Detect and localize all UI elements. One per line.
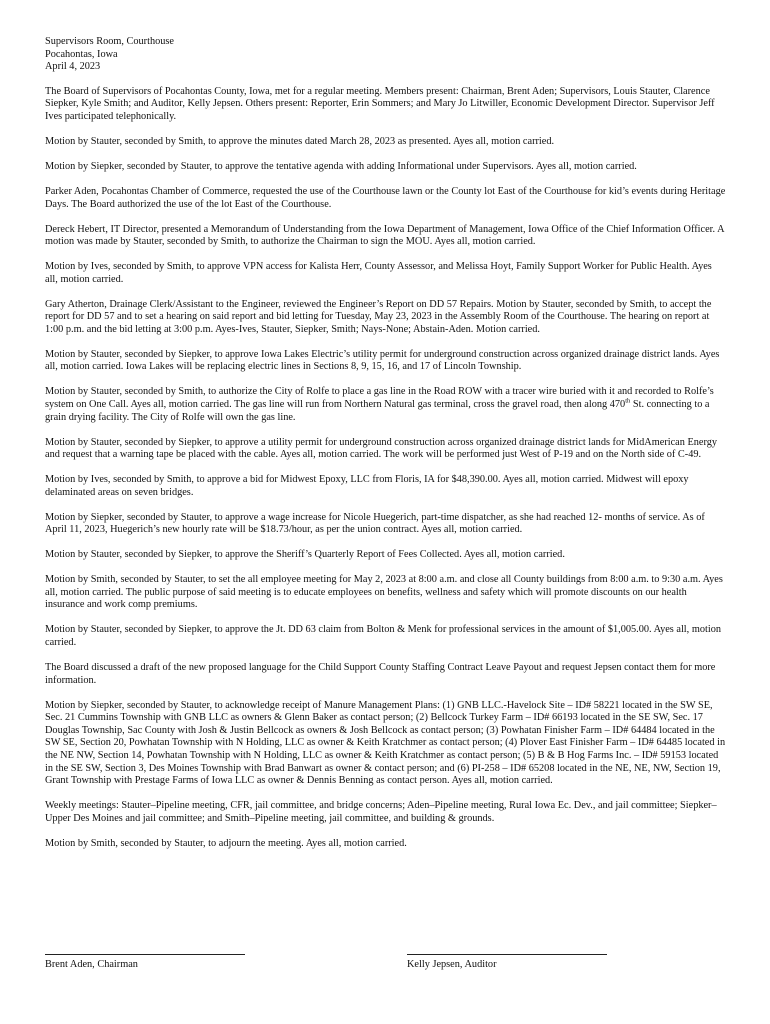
chamber-request-paragraph: Parker Aden, Pocahontas Chamber of Commerce, requested the use of the Courthouse lawn or the County lot East of the Courthouse for kid’s events during Heritage Days. The Board authorized the use of the lot East of the Courthouse. [45, 185, 726, 210]
auditor-signature [407, 944, 607, 972]
mou-paragraph: Dereck Hebert, IT Director, presented a Memorandum of Understanding from the Iowa Department of Management, Iowa Office of the Chief Information Officer. A motion was made by Stauter, seconded by Smith, to authorize the Chairman to sign the MOU. Ayes all, motion carried. [45, 223, 724, 248]
auditor-name: Kelly Jepsen, Auditor [407, 959, 497, 970]
adjourn-paragraph: Motion by Smith, seconded by Stauter, to adjourn the meeting. Ayes all, motion carried. [45, 837, 407, 849]
meeting-location: Supervisors Room, Courthouse [45, 36, 174, 47]
minutes-document [45, 36, 727, 863]
sheriff-report-paragraph: Motion by Stauter, seconded by Siepker, to approve the Sheriff’s Quarterly Report of Fees Collected. Ayes all, motion carried. [45, 549, 565, 561]
chairman-signature [45, 944, 245, 972]
rolfe-text-before: Motion by Stauter, seconded by Smith, to authorize the City of Rolfe to place a gas line in the Road ROW with a tracer wire buried with it and recorded to Rolfe’s system on One Call. Ayes all, motion carried. The gas line will run from Northern Natural gas terminal, cross the gravel road, then along 470 [45, 386, 714, 410]
rolfe-gas-line-paragraph [45, 386, 727, 424]
epoxy-bid-paragraph: Motion by Ives, seconded by Smith, to approve a bid for Midwest Epoxy, LLC from Floris, IA for $48,390.00. Ayes all, motion carried. Midwest will epoxy delaminated areas on seven bridges. [45, 474, 689, 498]
chairman-name: Brent Aden, Chairman [45, 959, 138, 970]
dd57-report-paragraph: Gary Atherton, Drainage Clerk/Assistant to the Engineer, reviewed the Engineer’s Report on DD 57 Repairs. Motion by Stauter, seconded by Smith, to accept the report for DD 57 and to set a hearing on said report and bid letting for Tuesday, May 23, 2023 in the Assembly Room of the Courthouse. The hearing on report at 1:00 p.m. and the bid letting at 3:00 p.m. Ayes-Ives, Stauter, Siepker, Smith; Nays-None; Abstain-Aden. Motion carried. [45, 298, 712, 335]
signature-line [45, 944, 245, 955]
child-support-paragraph: The Board discussed a draft of the new proposed language for the Child Support County Staffing Contract Leave Payout and request Jepsen contact them for more information. [45, 662, 716, 686]
weekly-meetings-paragraph: Weekly meetings: Stauter–Pipeline meeting, CFR, jail committee, and bridge concerns; Aden–Pipeline meeting, Rural Iowa Ec. Dev., and jail committee; Siepker–Upper Des Moines and jail committee; and Smith–Pipeline meeting, jail committee, and building & grounds. [45, 800, 717, 824]
document-header [45, 36, 727, 74]
ordinal-suffix: th [625, 397, 631, 405]
meeting-city: Pocahontas, Iowa [45, 48, 118, 60]
employee-meeting-paragraph: Motion by Smith, seconded by Stauter, to set the all employee meeting for May 2, 2023 at 8:00 a.m. and close all County buildings from 8:00 a.m. to 9:30 a.m. Ayes all, motion carried. The public purpose of said meeting is to educate employees on benefits, wellness and safety which will promote discounts on our health insurance and work comp premiums. [45, 574, 723, 611]
attendance-paragraph: The Board of Supervisors of Pocahontas County, Iowa, met for a regular meeting. Members present: Chairman, Brent Aden; Supervisors, Louis Stauter, Clarence Siepker, Kyle Smith; and Auditor, Kelly Jepsen. Others present: Reporter, Erin Sommers; and Mary Jo Litwiller, Economic Development Director. Supervisor Jeff Ives participated telephonically. [45, 85, 715, 122]
wage-increase-paragraph: Motion by Siepker, seconded by Stauter, to approve a wage increase for Nicole Huegerich, part-time dispatcher, as she had reached 12- months of service. As of April 11, 2023, Huegerich’s new hourly rate will be $18.73/hour, as per the union contract. Ayes all, motion carried. [45, 511, 705, 536]
iowa-lakes-permit-paragraph: Motion by Stauter, seconded by Siepker, to approve Iowa Lakes Electric’s utility permit for underground construction across organized drainage district lands. Ayes all, motion carried. Iowa Lakes will be replacing electric lines in Sections 8, 9, 15, 16, and 17 of Lincoln Township. [45, 348, 720, 373]
agenda-approval-paragraph: Motion by Siepker, seconded by Stauter, to approve the tentative agenda with adding Informational under Supervisors. Ayes all, motion carried. [45, 160, 637, 172]
manure-plans-paragraph: Motion by Siepker, seconded by Stauter, to acknowledge receipt of Manure Management Plans: (1) GNB LLC.-Havelock Site – ID# 58221 located in the SW SE, Sec. 21 Cummins Township with GNB LLC as owners & Glenn Baker as contact person; (2) Bellcock Turkey Farm – ID# 66193 located in the SE SW, Sec. 17 Douglas Township, Sac County with Josh & Justin Bellcock as owners & Josh Bellcock as contact person; (3) Powhatan Finisher Farm – ID# 64484 located in the SW SE, Section 20, Powhatan Township with N Holding, LLC as owner & Keith Kratchmer as contact person; (4) Plover East Finisher Farm – ID# 64485 located in the NE NW, Section 14, Powhatan Township with N Holding, LLC as owner & Keith Kratchmer as contact person; (5) B & B Hog Farms Inc. – ID# 59153 located in the SE SW, Section 3, Des Moines Township with Brad Banwart as owner & contact person; and (6) PI-258 – ID# 65208 located in the NE, NE, NW, Section 19, Grant Township with Prestage Farms of Iowa LLC as owner & Dennis Benning as contact person. Ayes all, motion carried. [45, 699, 726, 787]
dd63-claim-paragraph: Motion by Stauter, seconded by Siepker, to approve the Jt. DD 63 claim from Bolton & Menk for professional services in the amount of $1,005.00. Ayes all, motion carried. [45, 624, 721, 649]
minutes-approval-paragraph: Motion by Stauter, seconded by Smith, to approve the minutes dated March 28, 2023 as presented. Ayes all, motion carried. [45, 135, 555, 147]
signature-line [407, 944, 607, 955]
rolfe-text-after: St. connecting to a grain drying facility. The City of Rolfe will own the gas line. [45, 399, 710, 423]
vpn-access-paragraph: Motion by Ives, seconded by Smith, to approve VPN access for Kalista Herr, County Assessor, and Melissa Hoyt, Family Support Worker for Public Health. Ayes all, motion carried. [45, 261, 712, 285]
meeting-date: April 4, 2023 [45, 61, 101, 73]
midamerican-permit-paragraph: Motion by Stauter, seconded by Siepker, to approve a utility permit for underground construction across organized drainage district lands for MidAmerican Energy and request that a warning tape be placed with the cable. Ayes all, motion carried. The work will be performed just West of P-19 and on the North side of C-49. [45, 436, 718, 461]
